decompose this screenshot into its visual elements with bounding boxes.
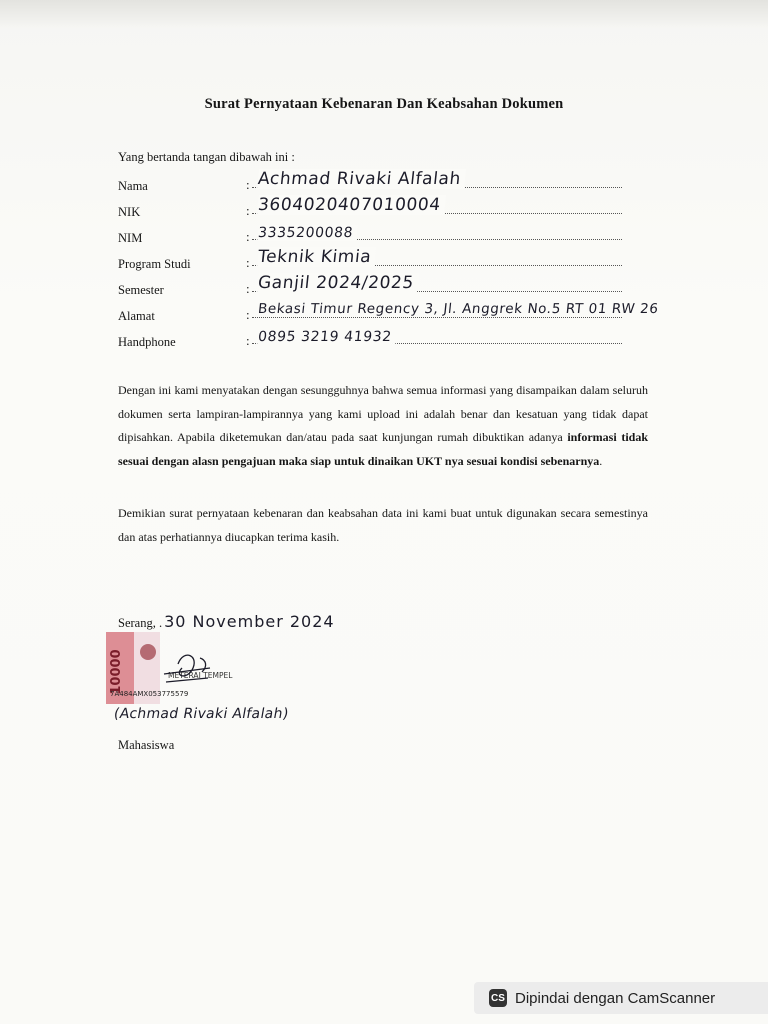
signer-name-handwritten: (Achmad Rivaki Alfalah) xyxy=(112,706,290,722)
field-row-nama: Nama : Achmad Rivaki Alfalah xyxy=(118,175,718,195)
field-label: NIM xyxy=(118,231,143,245)
intro-text: Yang bertanda tangan dibawah ini : xyxy=(118,150,295,164)
field-value-handwritten: 0895 3219 41932 xyxy=(257,329,396,345)
field-row-handphone: Handphone : 0895 3219 41932 xyxy=(118,331,718,351)
field-row-nim: NIM : 3335200088 xyxy=(118,227,718,247)
field-value-handwritten: Achmad Rivaki Alfalah xyxy=(257,169,466,189)
statement-bold-clause: informasi tidak sesuai dengan alasn pengajuan maka siap untuk dinaikan UKT nya sesuai kondisi sebenarnya xyxy=(118,430,648,468)
field-label: Semester xyxy=(118,283,164,297)
field-value-handwritten: Bekasi Timur Regency 3, Jl. Anggrek No.5 RT 01 RW 26 xyxy=(257,301,663,317)
field-label: Alamat xyxy=(118,309,155,323)
field-label: NIK xyxy=(118,205,141,219)
field-row-alamat: Alamat : Bekasi Timur Regency 3, Jl. Anggrek No.5 RT 01 RW 26 xyxy=(118,305,718,325)
date-handwritten: 30 November 2024 xyxy=(164,612,335,631)
closing-paragraph: Demikian surat pernyataan kebenaran dan keabsahan data ini kami buat untuk digunakan secara semestinya dan atas perhatiannya diucapkan terima kasih. xyxy=(118,506,648,544)
stamp-label: METERAI TEMPEL xyxy=(168,671,233,680)
field-value-handwritten: 3335200088 xyxy=(257,225,358,241)
field-row-program-studi: Program Studi : Teknik Kimia xyxy=(118,253,718,273)
camscanner-text: Dipindai dengan CamScanner xyxy=(515,989,716,1007)
camscanner-watermark xyxy=(474,982,768,1014)
meterai-stamp xyxy=(104,628,233,710)
statement-paragraph: Dengan ini kami menyatakan dengan sesungguhnya bahwa semua informasi yang disampaikan dalam seluruh dokumen serta lampiran-lampirannya yang kami upload ini adalah benar dan kesatuan yang tidak dapat dipisahkan. Apabila diketemukan dan/atau pada saat kunjungan rumah dibuktikan adanya informasi tidak sesuai dengan alasn pengajuan maka siap untuk dinaikan UKT nya sesuai kondisi sebenarnya. xyxy=(118,383,648,468)
field-row-semester: Semester : Ganjil 2024/2025 xyxy=(118,279,718,299)
field-value-handwritten: 3604020407010004 xyxy=(257,195,446,215)
camscanner-logo-icon: CS xyxy=(489,989,507,1007)
field-label: Program Studi xyxy=(118,257,191,271)
document-title: Surat Pernyataan Kebenaran Dan Keabsahan Dokumen xyxy=(204,96,564,112)
scan-shadow xyxy=(0,0,768,28)
stamp-value: 10000 xyxy=(109,649,124,695)
field-value-handwritten: Ganjil 2024/2025 xyxy=(257,273,419,293)
signer-role: Mahasiswa xyxy=(118,738,175,752)
field-row-nik: NIK : 3604020407010004 xyxy=(118,201,718,221)
place-date: Serang, . 30 November 2024 xyxy=(118,612,335,631)
stamp-serial: 7A484AMX053775579 xyxy=(110,690,189,698)
field-label: Handphone xyxy=(118,335,176,349)
field-label: Nama xyxy=(118,179,148,193)
field-value-handwritten: Teknik Kimia xyxy=(257,247,376,267)
